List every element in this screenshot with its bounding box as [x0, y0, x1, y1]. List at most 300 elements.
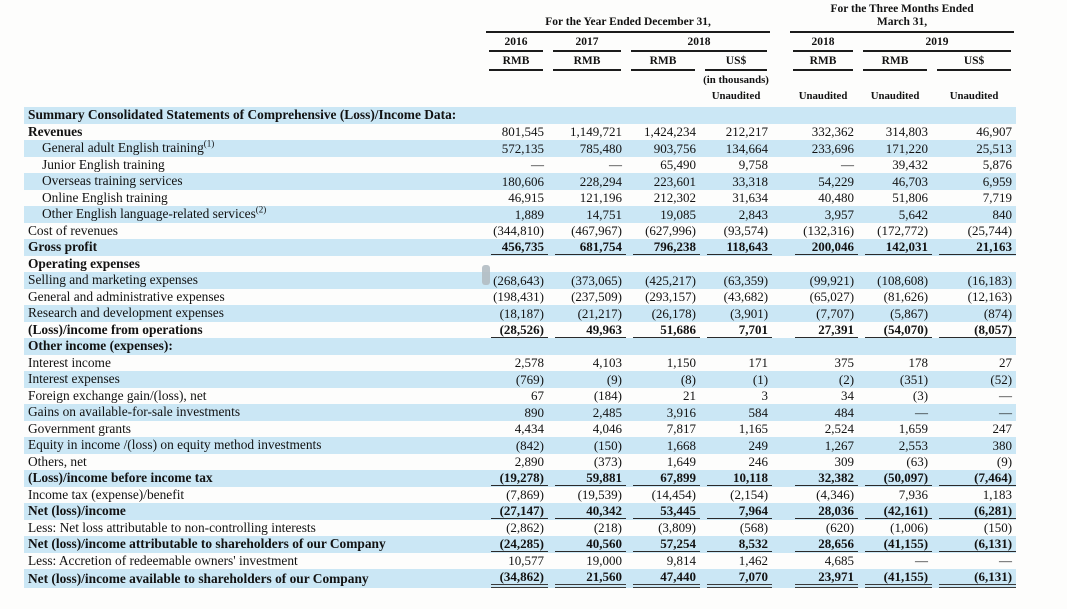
- cell-value: 7,701: [700, 322, 772, 339]
- cell-value: —: [609, 157, 622, 173]
- row-label: Less: Accretion of redeemable owners' investment: [28, 552, 298, 568]
- table-row: [24, 536, 1016, 553]
- row-label: Foreign exchange gain/(loss), net: [28, 387, 207, 403]
- cell-value: (8): [680, 371, 696, 387]
- cell-value: (26,178): [651, 305, 696, 321]
- cell-value: [548, 338, 626, 355]
- cell-value: (52): [990, 371, 1013, 387]
- cell-value: (6,131): [932, 569, 1016, 588]
- cell-value: 21,163: [932, 239, 1016, 256]
- column-gap: [772, 569, 788, 588]
- cell-value: (150): [593, 437, 622, 453]
- cell-value: 484: [834, 404, 855, 420]
- row-label: Net (loss)/income attributable to shareholders of our Company: [28, 536, 386, 552]
- cell-value: (198,431): [493, 289, 544, 305]
- cell-value: (268,643): [493, 272, 544, 288]
- cell-value: 223,601: [653, 173, 696, 189]
- column-gap: [772, 338, 788, 355]
- cell-value: 1,150: [666, 355, 696, 371]
- col-currency-usd-2018: US$: [700, 52, 772, 71]
- cell-value: (6,131): [932, 536, 1016, 553]
- cell-value: (42,161): [858, 503, 932, 520]
- cell-value: 5,642: [898, 206, 929, 222]
- cell-value: [932, 256, 1016, 273]
- col-year-2017: 2017: [548, 33, 626, 52]
- row-label: (Loss)/income from operations: [28, 321, 203, 337]
- cell-value: [700, 256, 772, 273]
- cell-value: [788, 338, 858, 355]
- cell-value: (425,217): [645, 272, 696, 288]
- table-row: [24, 223, 1016, 240]
- cell-value: (19,539): [577, 487, 622, 503]
- column-gap: [772, 256, 788, 273]
- row-label: Income tax (expense)/benefit: [28, 486, 185, 502]
- col-currency-rmb-2018q: RMB: [788, 52, 858, 71]
- cell-value: 4,103: [592, 355, 622, 371]
- row-label: General adult English training$^{(1)}$: [42, 140, 215, 156]
- financial-table: [24, 3, 1016, 588]
- cell-value: [626, 256, 700, 273]
- col-year-2019-quarter: 2019: [858, 33, 1016, 52]
- table-row: [24, 338, 1016, 355]
- cell-value: (41,155): [858, 569, 932, 588]
- table-row: [24, 487, 1016, 504]
- cell-value: 1,165: [738, 421, 769, 437]
- cell-value: (3,809): [658, 520, 696, 536]
- table-row: [24, 157, 1016, 174]
- cell-value: (24,285): [484, 536, 548, 553]
- cell-value: 134,664: [725, 140, 769, 156]
- column-gap: [772, 52, 788, 71]
- row-label: Other income (expenses):: [28, 338, 173, 354]
- row-label: Net (loss)/income: [28, 503, 126, 519]
- cell-value: (34,862): [484, 569, 548, 588]
- cell-value: (93,574): [723, 223, 769, 239]
- col-currency-rmb-2018: RMB: [626, 52, 700, 71]
- unaudited-label: Unaudited: [870, 90, 920, 102]
- column-gap: [772, 272, 788, 289]
- cell-value: —: [999, 388, 1013, 404]
- column-gap: [772, 454, 788, 471]
- cell-value: (172,772): [877, 223, 929, 239]
- cell-value: 7,070: [700, 569, 772, 588]
- cell-value: 171,220: [885, 140, 929, 156]
- cell-value: 903,756: [653, 140, 696, 156]
- cell-value: 1,889: [514, 206, 544, 222]
- cell-value: (150): [983, 520, 1013, 536]
- cell-value: (27,147): [484, 503, 548, 520]
- cell-value: (99,921): [809, 272, 855, 288]
- cell-value: 28,036: [788, 503, 858, 520]
- cell-value: 233,696: [811, 140, 855, 156]
- cell-value: 27,391: [788, 322, 858, 339]
- cell-value: 212,217: [725, 124, 769, 140]
- cell-value: 572,135: [501, 140, 544, 156]
- cell-value: (568): [739, 520, 769, 536]
- column-gap: [772, 223, 788, 240]
- cell-value: 59,881: [548, 470, 626, 487]
- row-label: Other English language-related services$^{(2)}$: [42, 206, 267, 222]
- cell-value: 27: [999, 355, 1013, 371]
- cell-value: (2,862): [506, 520, 544, 536]
- cell-value: (2): [838, 371, 855, 387]
- cell-value: 2,843: [738, 206, 769, 222]
- cell-value: —: [999, 404, 1013, 420]
- column-gap: [772, 553, 788, 570]
- cell-value: (467,967): [571, 223, 622, 239]
- header-unaudited-row: [24, 86, 1016, 107]
- cell-value: 314,803: [885, 124, 929, 140]
- column-gap: [772, 71, 788, 86]
- cell-value: 53,445: [626, 503, 700, 520]
- cell-value: 118,643: [700, 239, 772, 256]
- cell-value: [858, 256, 932, 273]
- cell-value: 785,480: [579, 140, 622, 156]
- cell-value: 34: [841, 388, 855, 404]
- cell-value: [548, 256, 626, 273]
- cell-value: 67: [531, 388, 544, 404]
- column-gap: [772, 289, 788, 306]
- cell-value: (12,163): [967, 289, 1013, 305]
- cell-value: 6,959: [982, 173, 1013, 189]
- cell-value: [484, 256, 548, 273]
- cell-value: [484, 107, 548, 124]
- cell-value: 32,382: [788, 470, 858, 487]
- cell-value: 309: [834, 454, 855, 470]
- cell-value: 7,936: [898, 487, 929, 503]
- cell-value: —: [915, 404, 929, 420]
- cell-value: (19,278): [484, 470, 548, 487]
- table-row: [24, 140, 1016, 157]
- column-gap: [772, 355, 788, 372]
- cell-value: 228,294: [579, 173, 622, 189]
- cell-value: 21,560: [548, 569, 626, 588]
- cell-value: 840: [992, 206, 1013, 222]
- cell-value: (43,682): [723, 289, 769, 305]
- cell-value: (54,070): [858, 322, 932, 339]
- table-row: [24, 503, 1016, 520]
- scrollbar-artifact: [482, 265, 490, 285]
- row-label: Research and development expenses: [28, 305, 224, 321]
- col-currency-usd-2019q: US$: [932, 52, 1016, 71]
- cell-value: (373,065): [571, 272, 622, 288]
- cell-value: (237,509): [571, 289, 622, 305]
- cell-value: 178: [908, 355, 929, 371]
- cell-value: 3: [761, 388, 769, 404]
- cell-value: 7,817: [666, 421, 696, 437]
- col-currency-rmb-2019q: RMB: [858, 52, 932, 71]
- cell-value: (842): [515, 437, 544, 453]
- cell-value: (18,187): [499, 305, 544, 321]
- column-gap: [772, 3, 788, 33]
- column-gap: [772, 322, 788, 339]
- cell-value: (63): [906, 454, 929, 470]
- cell-value: (21,217): [577, 305, 622, 321]
- cell-value: 5,876: [982, 157, 1013, 173]
- row-label: General and administrative expenses: [28, 288, 225, 304]
- header-group-row: [24, 3, 1016, 33]
- cell-value: (16,183): [967, 272, 1013, 288]
- cell-value: 3,957: [824, 206, 855, 222]
- cell-value: 890: [524, 404, 544, 420]
- cell-value: (6,281): [932, 503, 1016, 520]
- cell-value: 375: [834, 355, 855, 371]
- header-spacer: [24, 33, 484, 52]
- cell-value: 67,899: [626, 470, 700, 487]
- row-label: Net (loss)/income available to shareholders of our Company: [28, 570, 369, 586]
- cell-value: 21: [683, 388, 696, 404]
- row-label: (Loss)/income before income tax: [28, 470, 213, 486]
- cell-value: (769): [515, 371, 544, 387]
- header-spacer: [24, 52, 484, 71]
- column-gap: [772, 157, 788, 174]
- unaudited-label: Unaudited: [798, 90, 848, 102]
- cell-value: 1,649: [666, 454, 696, 470]
- cell-value: 54,229: [818, 173, 855, 189]
- col-currency-rmb-2017: RMB: [548, 52, 626, 71]
- cell-value: 121,196: [579, 190, 622, 206]
- table-row: [24, 371, 1016, 388]
- column-gap: [772, 86, 788, 107]
- column-gap: [772, 140, 788, 157]
- cell-value: 10,577: [508, 553, 544, 569]
- table-row: [24, 173, 1016, 190]
- header-quarter-group: [788, 3, 1016, 33]
- cell-value: 380: [992, 437, 1013, 453]
- cell-value: 2,578: [514, 355, 544, 371]
- col-year-2016: 2016: [484, 33, 548, 52]
- row-label: Revenues: [28, 123, 83, 139]
- cell-value: (8,057): [932, 322, 1016, 339]
- cell-value: 28,656: [788, 536, 858, 553]
- in-thousands-note: (in thousands): [703, 74, 769, 86]
- cell-value: —: [841, 157, 855, 173]
- cell-value: 2,553: [898, 437, 929, 453]
- cell-value: 46,907: [976, 124, 1013, 140]
- cell-value: (344,810): [493, 223, 544, 239]
- cell-value: 1,267: [824, 437, 855, 453]
- header-thousands-row: [24, 71, 1016, 86]
- cell-value: (2,154): [730, 487, 769, 503]
- cell-value: 9,758: [738, 157, 769, 173]
- cell-value: [700, 338, 772, 355]
- cell-value: 57,254: [626, 536, 700, 553]
- col-currency-rmb-2016: RMB: [484, 52, 548, 71]
- cell-value: (620): [825, 520, 855, 536]
- cell-value: [932, 338, 1016, 355]
- cell-value: 1,659: [898, 421, 929, 437]
- row-label: Cost of revenues: [28, 222, 118, 238]
- cell-value: —: [915, 553, 929, 569]
- cell-value: 46,915: [508, 190, 544, 206]
- cell-value: 246: [748, 454, 769, 470]
- quarter-group-label-line2: March 31,: [876, 16, 928, 28]
- cell-value: 49,963: [548, 322, 626, 339]
- cell-value: 2,485: [592, 404, 622, 420]
- row-label: Operating expenses: [28, 255, 140, 271]
- row-label: Equity in income /(loss) on equity method investments: [28, 437, 322, 453]
- cell-value: 584: [748, 404, 769, 420]
- cell-value: 332,362: [811, 124, 855, 140]
- cell-value: 3,916: [666, 404, 696, 420]
- cell-value: (293,157): [645, 289, 696, 305]
- cell-value: 212,302: [653, 190, 696, 206]
- column-gap: [772, 173, 788, 190]
- row-label: Interest expenses: [28, 371, 120, 387]
- cell-value: 9,814: [666, 553, 696, 569]
- table-row: [24, 454, 1016, 471]
- cell-value: 47,440: [626, 569, 700, 588]
- header-spacer: [24, 71, 484, 86]
- header-years-row: [24, 33, 1016, 52]
- cell-value: [484, 338, 548, 355]
- table-row: [24, 421, 1016, 438]
- cell-value: (7,464): [932, 470, 1016, 487]
- cell-value: (1): [752, 371, 769, 387]
- table-row: [24, 569, 1016, 588]
- cell-value: 247: [992, 421, 1013, 437]
- cell-value: 40,342: [548, 503, 626, 520]
- cell-value: 4,046: [592, 421, 622, 437]
- cell-value: (9): [606, 371, 622, 387]
- cell-value: 33,318: [732, 173, 769, 189]
- table-row: [24, 355, 1016, 372]
- cell-value: (373): [593, 454, 622, 470]
- cell-value: 1,183: [982, 487, 1013, 503]
- cell-value: 46,703: [892, 173, 929, 189]
- table-row: [24, 322, 1016, 339]
- row-label: Less: Net loss attributable to non-controlling interests: [28, 519, 316, 535]
- cell-value: (50,097): [858, 470, 932, 487]
- cell-value: 23,971: [788, 569, 858, 588]
- cell-value: [700, 107, 772, 124]
- row-label: Gains on available-for-sale investments: [28, 404, 241, 420]
- cell-value: (5,867): [890, 305, 929, 321]
- cell-value: (63,359): [723, 272, 769, 288]
- column-gap: [772, 487, 788, 504]
- cell-value: 65,490: [660, 157, 696, 173]
- row-label: Government grants: [28, 420, 132, 436]
- column-gap: [772, 503, 788, 520]
- cell-value: 681,754: [548, 239, 626, 256]
- column-gap: [772, 239, 788, 256]
- column-gap: [772, 437, 788, 454]
- cell-value: 171: [748, 355, 769, 371]
- table-row: [24, 404, 1016, 421]
- cell-value: 142,031: [858, 239, 932, 256]
- cell-value: [788, 256, 858, 273]
- table-row: [24, 206, 1016, 223]
- cell-value: 2,890: [514, 454, 544, 470]
- table-row: [24, 107, 1016, 124]
- row-label: Online English training: [42, 189, 168, 205]
- table-header: [24, 3, 1016, 107]
- cell-value: 40,480: [818, 190, 855, 206]
- cell-value: (132,316): [803, 223, 855, 239]
- cell-value: 1,424,234: [644, 124, 696, 140]
- cell-value: 19,000: [586, 553, 622, 569]
- row-label: Overseas training services: [42, 173, 183, 189]
- footnote-ref: (2): [255, 206, 267, 215]
- cell-value: (108,608): [877, 272, 929, 288]
- cell-value: (184): [593, 388, 622, 404]
- cell-value: (41,155): [858, 536, 932, 553]
- cell-value: (1,006): [890, 520, 929, 536]
- cell-value: 19,085: [660, 206, 696, 222]
- cell-value: 10,118: [700, 470, 772, 487]
- page: [0, 3, 1067, 609]
- cell-value: (25,744): [967, 223, 1013, 239]
- table-body: [24, 107, 1016, 588]
- cell-value: [626, 338, 700, 355]
- header-spacer: [24, 3, 484, 33]
- table-row: [24, 256, 1016, 273]
- column-gap: [772, 520, 788, 537]
- cell-value: —: [999, 553, 1013, 569]
- cell-value: (9): [996, 454, 1013, 470]
- header-spacer: [24, 86, 484, 107]
- table-row: [24, 470, 1016, 487]
- cell-value: 7,964: [700, 503, 772, 520]
- col-year-2018: 2018: [626, 33, 772, 52]
- cell-value: (3,901): [730, 305, 769, 321]
- header-currency-row: [24, 52, 1016, 71]
- cell-value: 1,462: [738, 553, 769, 569]
- table-row: [24, 305, 1016, 322]
- unaudited-label: Unaudited: [949, 90, 999, 102]
- cell-value: (7,707): [816, 305, 855, 321]
- cell-value: 25,513: [976, 140, 1013, 156]
- cell-value: 801,545: [501, 124, 544, 140]
- column-gap: [772, 33, 788, 52]
- table-row: [24, 388, 1016, 405]
- cell-value: 200,046: [788, 239, 858, 256]
- cell-value: 1,668: [666, 437, 696, 453]
- cell-value: 51,686: [626, 322, 700, 339]
- table-row: [24, 437, 1016, 454]
- col-year-2018-quarter: 2018: [788, 33, 858, 52]
- column-gap: [772, 371, 788, 388]
- cell-value: 4,685: [824, 553, 855, 569]
- cell-value: (81,626): [883, 289, 929, 305]
- cell-value: (627,996): [645, 223, 696, 239]
- cell-value: (14,454): [651, 487, 696, 503]
- quarter-group-label-line1: For the Three Months Ended: [830, 3, 974, 15]
- cell-value: —: [531, 157, 544, 173]
- row-label: Selling and marketing expenses: [28, 272, 198, 288]
- row-label: Others, net: [28, 453, 87, 469]
- cell-value: (351): [899, 371, 929, 387]
- row-label: Gross profit: [28, 239, 98, 255]
- column-gap: [772, 421, 788, 438]
- cell-value: (7,869): [506, 487, 544, 503]
- column-gap: [772, 124, 788, 141]
- cell-value: 14,751: [586, 206, 622, 222]
- cell-value: 456,735: [484, 239, 548, 256]
- column-gap: [772, 206, 788, 223]
- cell-value: (28,526): [484, 322, 548, 339]
- cell-value: 2,524: [824, 421, 855, 437]
- row-label: Interest income: [28, 354, 111, 370]
- cell-value: [858, 338, 932, 355]
- cell-value: 51,806: [892, 190, 929, 206]
- cell-value: [788, 107, 858, 124]
- cell-value: 796,238: [626, 239, 700, 256]
- row-label: Junior English training: [42, 156, 165, 172]
- column-gap: [772, 107, 788, 124]
- cell-value: (3): [912, 388, 929, 404]
- cell-value: [932, 107, 1016, 124]
